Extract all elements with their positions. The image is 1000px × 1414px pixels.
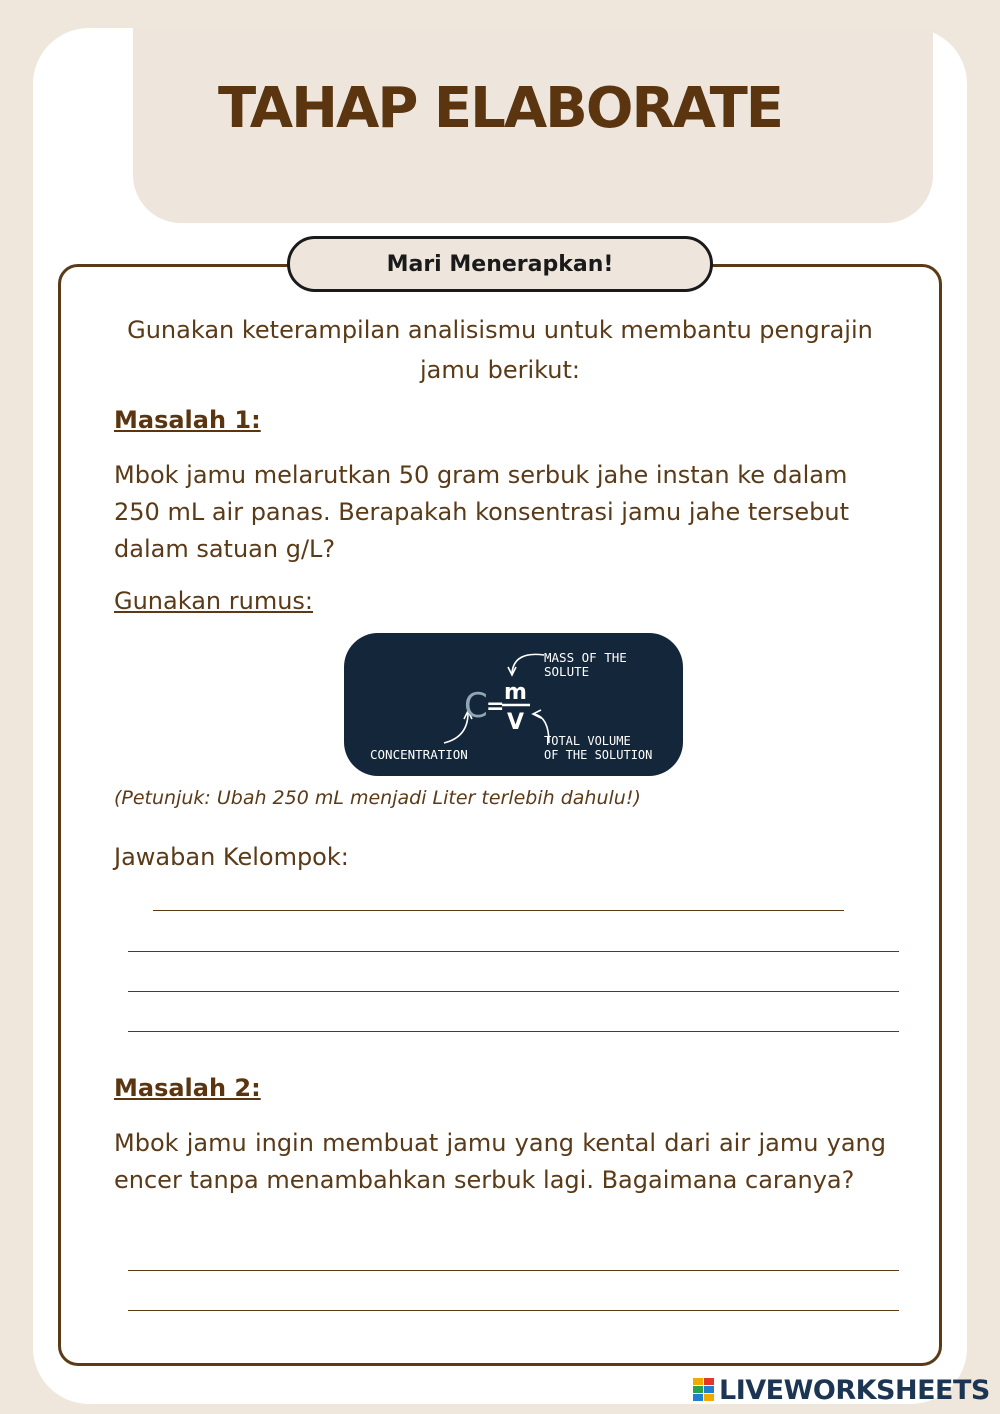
concentration-label: CONCENTRATION (370, 747, 468, 762)
page-title: TAHAP ELABORATE (217, 76, 783, 141)
problem2-text: Mbok jamu ingin membuat jamu yang kental dari air jamu yang encer tanpa menambahkan serbuk lagi. Bagaimana caranya? (114, 1129, 886, 1194)
formula-v: V (507, 710, 525, 735)
intro-text: Gunakan keterampilan analisismu untuk membantu pengrajin jamu berikut: (127, 316, 873, 384)
problem2-heading: Masalah 2: (114, 1074, 261, 1102)
answer-line-4[interactable] (128, 1031, 899, 1032)
mass-label-line2: SOLUTE (544, 664, 590, 679)
formula-m: m (504, 680, 527, 705)
answer-line-3[interactable] (128, 991, 899, 992)
answer-line-6[interactable] (128, 1310, 899, 1311)
section-label: Mari Menerapkan! (287, 236, 713, 292)
hint-text: (Petunjuk: Ubah 250 mL menjadi Liter terlebih dahulu!) (114, 787, 641, 809)
problem1-text: Mbok jamu melarutkan 50 gram serbuk jahe instan ke dalam 250 mL air panas. Berapakah konsentrasi jamu jahe tersebut dalam satuan g/L? (114, 461, 850, 563)
brand-name: LIVEWORKSHEETS (719, 1374, 990, 1406)
volume-label-line1: TOTAL VOLUME (544, 734, 631, 748)
concentration-formula-image (344, 633, 683, 776)
mass-label-line1: MASS OF THE (544, 650, 627, 665)
formula-label: Gunakan rumus: (114, 587, 314, 615)
formula-equals: = (486, 694, 505, 719)
mass-arrow-icon (512, 654, 544, 673)
volume-label-line2: OF THE SOLUTION (544, 748, 653, 762)
answer-line-1[interactable] (153, 910, 844, 911)
problem1-heading: Masalah 1: (114, 406, 261, 434)
answer-line-5[interactable] (128, 1270, 899, 1271)
liveworksheets-logo-icon (693, 1378, 715, 1402)
answer-line-2[interactable] (128, 951, 899, 952)
formula-c: C (464, 686, 488, 726)
liveworksheets-brand (693, 1374, 990, 1406)
answer-label: Jawaban Kelompok: (114, 843, 349, 871)
